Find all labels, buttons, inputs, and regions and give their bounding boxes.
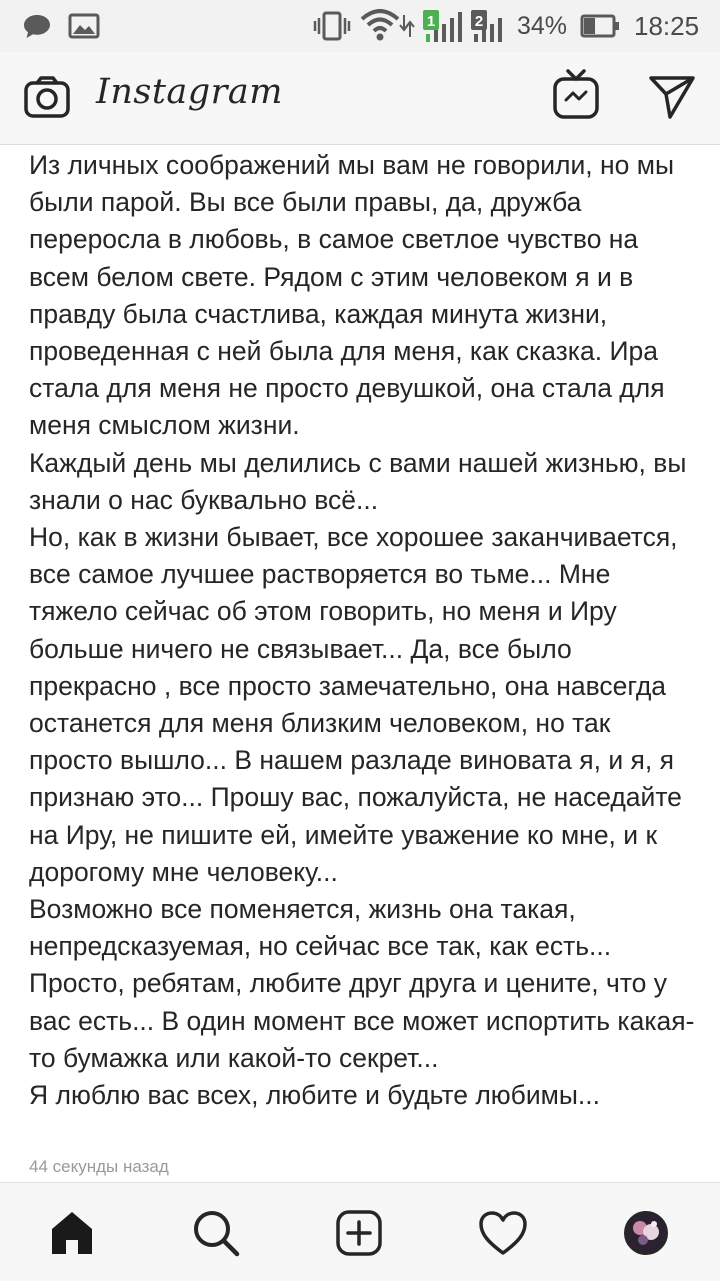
sim1-label: 1 [426,13,436,30]
camera-icon[interactable] [23,75,71,124]
activity-heart-icon[interactable] [473,1203,533,1263]
caption-paragraph: Возможно все поменяется, жизнь она такая, непредсказуемая, но сейчас все так, как есть... Просто, ребятам, любите друг друга и цените, что у вас есть... В один момент все может испортить какая-то бумажка или какой-то секрет... [29,894,695,1073]
sim2-label: 2 [474,13,484,30]
igtv-icon[interactable] [552,68,600,125]
direct-message-icon[interactable] [648,74,696,125]
battery-percent: 34% [517,11,568,40]
search-icon[interactable] [186,1203,246,1263]
caption-paragraph: Я люблю вас всех, любите и будьте любимы... [29,1080,601,1111]
profile-avatar[interactable] [616,1203,676,1263]
new-post-icon[interactable] [329,1203,389,1263]
post-timestamp: 44 секунды назад [29,1157,169,1176]
chat-bubble-icon [22,0,52,52]
image-icon [68,0,100,52]
caption-paragraph: Из личных соображений мы вам не говорили, но мы были парой. Вы все были правы, да, дружба переросла в любовь, в самое светлое чувство на всем белом свете. Рядом с этим человеком я и в правду была счастлива, каждая минута жизни, проведенная с ней была для меня, как сказка. Ира стала для меня не просто девушкой, она стала для меня смыслом жизни. [29,150,675,441]
bottom-nav [0,1182,720,1281]
caption-paragraph: Каждый день мы делились с вами нашей жизнью, вы знали о нас буквально всё... [29,447,687,515]
wifi-icon [360,0,416,52]
post-caption [29,147,699,1114]
instagram-logo: Instagram [96,72,283,112]
vibrate-icon [313,0,351,52]
battery-icon [580,0,620,52]
home-icon[interactable] [42,1203,102,1263]
signal-sim1-icon [422,0,466,52]
signal-sim2-icon [470,0,510,52]
caption-paragraph: Но, как в жизни бывает, все хорошее заканчивается, все самое лучшее растворяется во тьме... Мне тяжело сейчас об этом говорить, но меня и Иру больше ничего не связывает... Да, все было прекрасно , все просто замечательно, она навсегда останется для меня близким человеком, но так просто вышло... В нашем разладе виновата я, и я, я признаю это... Прошу вас, пожалуйста, не наседайте на Иру, не пишите ей, имейте уважение ко мне, и к дорогому мне человеку... [29,522,682,887]
status-time: 18:25 [634,10,700,41]
status-bar [0,0,720,52]
